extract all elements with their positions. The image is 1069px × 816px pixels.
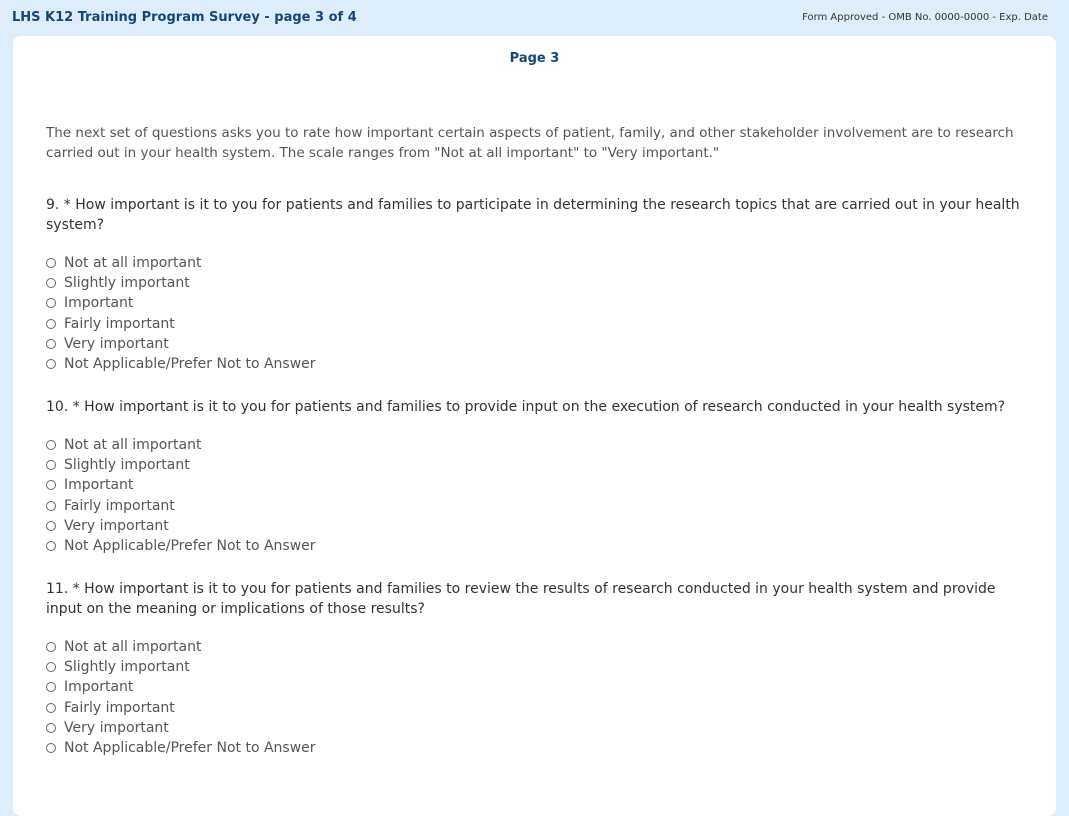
options-list: [46, 435, 1031, 556]
option-important[interactable]: [46, 293, 1031, 313]
radio-icon[interactable]: [46, 258, 56, 268]
top-bar: [0, 0, 1069, 36]
radio-icon[interactable]: [46, 703, 56, 713]
survey-card: [13, 36, 1056, 816]
option-slightly-important[interactable]: [46, 455, 1031, 475]
radio-icon[interactable]: [46, 480, 56, 490]
option-not-at-all-important[interactable]: [46, 435, 1031, 455]
option-label: Not Applicable/Prefer Not to Answer: [64, 538, 316, 555]
option-not-at-all-important[interactable]: [46, 253, 1031, 273]
option-label: Fairly important: [64, 699, 175, 716]
question-text: 10. * How important is it to you for patients and families to provide input on the execution of research conducted in your health system?: [46, 399, 1006, 415]
radio-icon[interactable]: [46, 743, 56, 753]
option-label: Fairly important: [64, 497, 175, 514]
options-list: [46, 637, 1031, 758]
option-label: Important: [64, 679, 134, 696]
radio-icon[interactable]: [46, 298, 56, 308]
radio-icon[interactable]: [46, 662, 56, 672]
option-label: Fairly important: [64, 315, 175, 332]
radio-icon[interactable]: [46, 541, 56, 551]
option-label: Very important: [64, 335, 169, 352]
option-very-important[interactable]: [46, 718, 1031, 738]
options-list: [46, 253, 1031, 374]
question-text: 9. * How important is it to you for patients and families to participate in determining the research topics that are carried out in your health system?: [46, 197, 1020, 233]
option-very-important[interactable]: [46, 516, 1031, 536]
question-text: 11. * How important is it to you for patients and families to review the results of research conducted in your health system and provide input on the meaning or implications of those results?: [46, 581, 996, 617]
option-label: Not at all important: [64, 639, 202, 656]
option-not-applicable[interactable]: [46, 738, 1031, 758]
radio-icon[interactable]: [46, 278, 56, 288]
radio-icon[interactable]: [46, 642, 56, 652]
option-label: Not Applicable/Prefer Not to Answer: [64, 740, 316, 757]
option-label: Slightly important: [64, 457, 190, 474]
option-label: Slightly important: [64, 275, 190, 292]
question-9: [46, 195, 1031, 374]
option-fairly-important[interactable]: [46, 698, 1031, 718]
option-slightly-important[interactable]: [46, 657, 1031, 677]
option-label: Not at all important: [64, 437, 202, 454]
radio-icon[interactable]: [46, 319, 56, 329]
option-label: Very important: [64, 517, 169, 534]
option-label: Important: [64, 477, 134, 494]
radio-icon[interactable]: [46, 440, 56, 450]
option-label: Very important: [64, 719, 169, 736]
option-fairly-important[interactable]: [46, 496, 1031, 516]
option-label: Important: [64, 295, 134, 312]
option-label: Not at all important: [64, 255, 202, 272]
page-heading: Page 3: [509, 51, 560, 66]
radio-icon[interactable]: [46, 521, 56, 531]
option-important[interactable]: [46, 475, 1031, 495]
radio-icon[interactable]: [46, 359, 56, 369]
option-not-at-all-important[interactable]: [46, 637, 1031, 657]
omb-notice: Form Approved - OMB No. 0000-0000 - Exp. Date: [802, 12, 1048, 23]
radio-icon[interactable]: [46, 501, 56, 511]
option-not-applicable[interactable]: [46, 354, 1031, 374]
option-label: Not Applicable/Prefer Not to Answer: [64, 356, 316, 373]
survey-title: LHS K12 Training Program Survey - page 3 of 4: [12, 10, 357, 25]
radio-icon[interactable]: [46, 460, 56, 470]
radio-icon[interactable]: [46, 339, 56, 349]
option-not-applicable[interactable]: [46, 536, 1031, 556]
radio-icon[interactable]: [46, 723, 56, 733]
question-10: [46, 397, 1031, 556]
intro-text: The next set of questions asks you to rate how important certain aspects of patient, family, and other stakeholder involvement are to research carried out in your health system. The scale ranges from "Not at all important" to "Very important.": [46, 125, 1014, 161]
option-very-important[interactable]: [46, 334, 1031, 354]
question-11: [46, 579, 1031, 758]
option-slightly-important[interactable]: [46, 273, 1031, 293]
option-fairly-important[interactable]: [46, 314, 1031, 334]
radio-icon[interactable]: [46, 682, 56, 692]
option-important[interactable]: [46, 677, 1031, 697]
option-label: Slightly important: [64, 659, 190, 676]
